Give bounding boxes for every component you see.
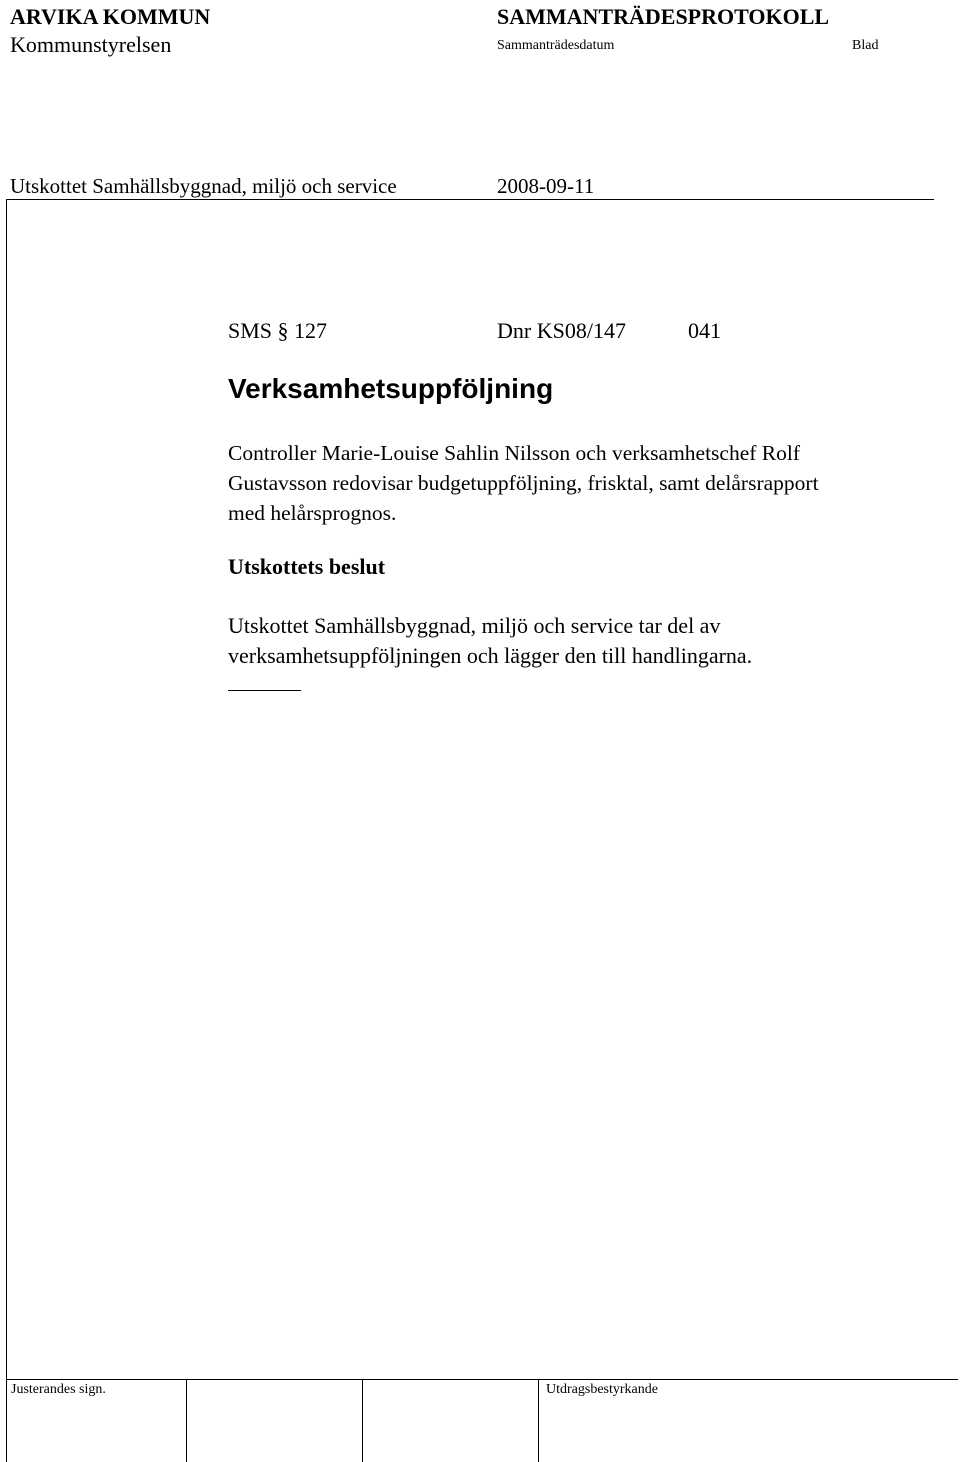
footer-divider [538, 1379, 539, 1462]
description-line: Gustavsson redovisar budgetuppföljning, frisktal, samt delårsrapport [228, 471, 819, 495]
item-description [228, 438, 928, 528]
footer-divider [186, 1379, 187, 1462]
footer-rule [6, 1379, 958, 1380]
decision-line: verksamhetsuppföljningen och lägger den till handlingarna. [228, 643, 753, 668]
footer-divider [362, 1379, 363, 1462]
paragraph-number: SMS § 127 [228, 318, 328, 343]
document-type: SAMMANTRÄDESPROTOKOLL [497, 4, 830, 29]
frame-top-rule [6, 199, 934, 200]
archive-code: 041 [688, 318, 721, 343]
decision-heading: Utskottets beslut [228, 554, 386, 579]
end-of-item-rule [228, 690, 301, 691]
signature-label: Justerandes sign. [11, 1382, 106, 1397]
section-title: Verksamhetsuppföljning [228, 373, 554, 404]
meeting-date-label: Sammanträdesdatum [497, 38, 615, 53]
decision-text [228, 611, 948, 671]
committee-name: Utskottet Samhällsbyggnad, miljö och service [10, 174, 397, 198]
page-label: Blad [852, 38, 879, 53]
description-line: Controller Marie-Louise Sahlin Nilsson och verksamhetschef Rolf [228, 441, 801, 465]
description-line: med helårsprognos. [228, 501, 397, 525]
registration-number: Dnr KS08/147 [497, 318, 626, 343]
meeting-date: 2008-09-11 [497, 174, 595, 198]
department-name: Kommunstyrelsen [10, 32, 172, 57]
organization-name: ARVIKA KOMMUN [10, 4, 211, 29]
frame-left-rule [6, 199, 7, 1462]
extract-certification-label: Utdragsbestyrkande [546, 1382, 658, 1397]
decision-line: Utskottet Samhällsbyggnad, miljö och service tar del av [228, 613, 721, 638]
